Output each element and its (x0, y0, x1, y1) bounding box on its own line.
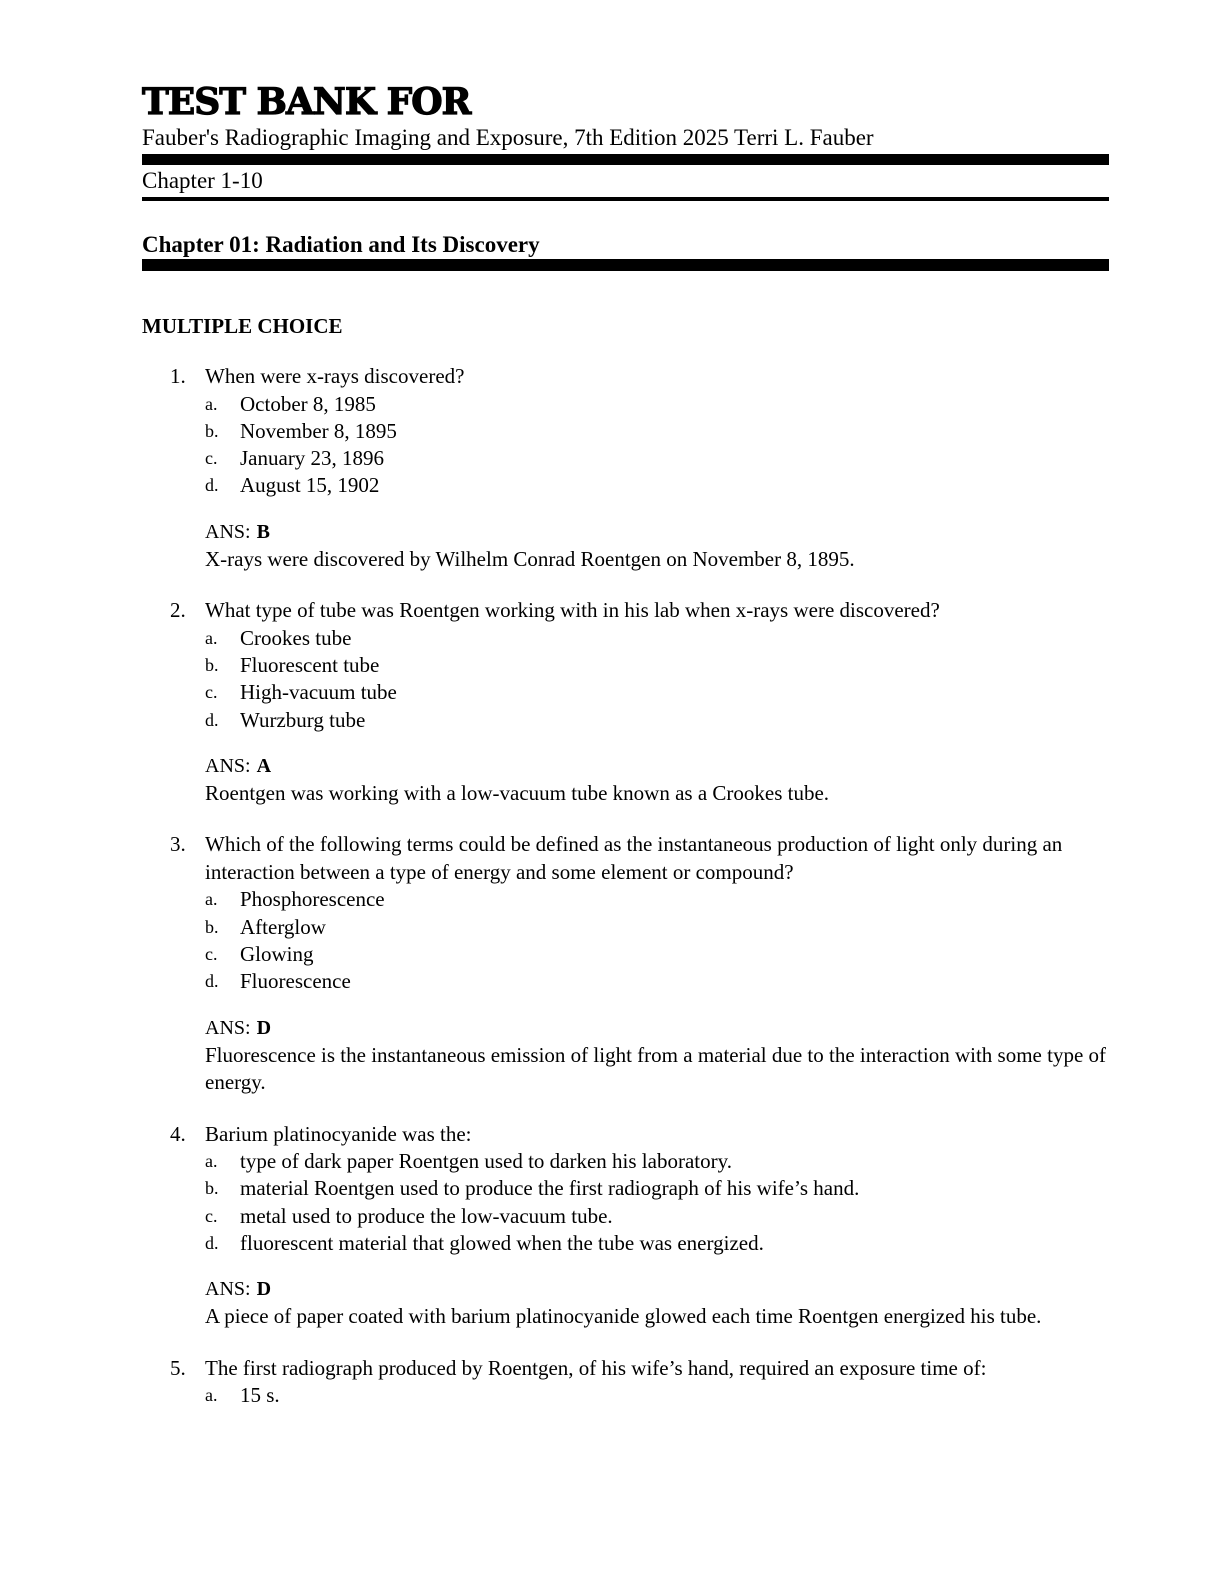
answer-line (205, 1015, 1109, 1042)
option-letter: a. (205, 1151, 218, 1172)
question-5 (142, 1355, 1109, 1410)
option-text: January 23, 1896 (240, 446, 385, 471)
chapter-heading-divider (142, 259, 1109, 271)
answer-rationale: X-rays were discovered by Wilhelm Conrad Roentgen on November 8, 1895. (205, 546, 855, 571)
answer-value: A (256, 754, 272, 777)
answer-options (205, 1382, 1109, 1409)
answer-rationale: Fluorescence is the instantaneous emission of light from a material due to the interaction with some type of energy. (205, 1042, 1107, 1095)
answer-label: ANS: (205, 1016, 251, 1039)
option-text: Phosphorescence (240, 887, 385, 912)
answer-value: D (256, 1278, 272, 1301)
option-b (205, 652, 1109, 679)
option-letter: c. (205, 1205, 218, 1226)
answer-label: ANS: (205, 754, 251, 777)
option-a (205, 1148, 1109, 1175)
option-d (205, 1230, 1109, 1257)
option-letter: b. (205, 916, 219, 937)
option-c (205, 445, 1109, 472)
option-letter: d. (205, 971, 219, 992)
option-d (205, 968, 1109, 995)
answer-block (205, 519, 1109, 574)
option-a (205, 886, 1109, 913)
answer-block (205, 753, 1109, 808)
option-letter: a. (205, 1385, 218, 1406)
question-number: 4. (170, 1121, 186, 1146)
option-text: November 8, 1895 (240, 418, 397, 443)
option-text: Crookes tube (240, 625, 352, 650)
question-stem: The first radiograph produced by Roentgen, of his wife’s hand, required an exposure time of: (205, 1355, 987, 1380)
option-d (205, 472, 1109, 499)
option-text: August 15, 1902 (240, 473, 380, 498)
option-a (205, 1382, 1109, 1409)
option-letter: c. (205, 448, 218, 469)
option-letter: b. (205, 654, 219, 675)
option-b (205, 914, 1109, 941)
option-letter: a. (205, 627, 218, 648)
question-number: 3. (170, 832, 186, 857)
option-letter: a. (205, 889, 218, 910)
option-text: Glowing (240, 941, 314, 966)
answer-line (205, 1276, 1109, 1303)
answer-line (205, 519, 1109, 546)
question-3 (142, 831, 1109, 1096)
question-1 (142, 363, 1109, 573)
question-number: 1. (170, 364, 186, 388)
answer-value: D (256, 1016, 272, 1039)
option-text: Fluorescent tube (240, 652, 380, 677)
option-text: 15 s. (240, 1383, 280, 1408)
option-text: metal used to produce the low-vacuum tube. (240, 1203, 613, 1228)
option-b (205, 1175, 1109, 1202)
title-divider (142, 154, 1109, 165)
question-4 (142, 1121, 1109, 1331)
answer-options (205, 391, 1109, 500)
option-c (205, 679, 1109, 706)
option-c (205, 941, 1109, 968)
option-letter: c. (205, 682, 218, 703)
option-text: Afterglow (240, 914, 326, 939)
question-stem: Which of the following terms could be defined as the instantaneous production of light only during an interaction between a type of energy and some element or compound? (205, 832, 1063, 884)
document-page (142, 82, 1109, 1434)
answer-rationale: Roentgen was working with a low-vacuum tube known as a Crookes tube. (205, 780, 830, 805)
document-title: TEST BANK FOR (142, 81, 471, 123)
option-letter: b. (205, 420, 219, 441)
answer-line (205, 753, 1109, 780)
answer-block (205, 1276, 1109, 1331)
question-list (142, 363, 1109, 1410)
option-letter: c. (205, 943, 218, 964)
question-2 (142, 597, 1109, 807)
option-text: Fluorescence (240, 969, 351, 994)
answer-label: ANS: (205, 520, 251, 543)
question-stem: What type of tube was Roentgen working with in his lab when x-rays were discovered? (205, 598, 940, 623)
chapter-range: Chapter 1-10 (142, 168, 263, 193)
answer-label: ANS: (205, 1278, 251, 1301)
option-letter: b. (205, 1178, 219, 1199)
answer-value: B (256, 520, 270, 543)
option-text: type of dark paper Roentgen used to darken his laboratory. (240, 1149, 732, 1174)
answer-block (205, 1015, 1109, 1097)
question-number: 2. (170, 598, 186, 623)
option-a (205, 625, 1109, 652)
option-text: material Roentgen used to produce the first radiograph of his wife’s hand. (240, 1176, 860, 1201)
chapter-heading: Chapter 01: Radiation and Its Discovery (142, 232, 540, 257)
answer-options (205, 1148, 1109, 1257)
answer-options (205, 625, 1109, 734)
option-text: Wurzburg tube (240, 707, 366, 732)
option-letter: a. (205, 393, 218, 414)
option-a (205, 391, 1109, 418)
option-text: High-vacuum tube (240, 680, 397, 705)
answer-options (205, 886, 1109, 995)
book-subtitle: Fauber's Radiographic Imaging and Exposure, 7th Edition 2025 Terri L. Fauber (142, 125, 874, 150)
option-letter: d. (205, 1232, 219, 1253)
question-stem: When were x-rays discovered? (205, 364, 465, 388)
option-c (205, 1203, 1109, 1230)
option-d (205, 707, 1109, 734)
option-text: October 8, 1985 (240, 391, 376, 416)
option-letter: d. (205, 475, 219, 496)
question-stem: Barium platinocyanide was the: (205, 1121, 472, 1146)
section-heading: MULTIPLE CHOICE (142, 314, 343, 338)
question-number: 5. (170, 1355, 186, 1380)
option-letter: d. (205, 709, 219, 730)
answer-rationale: A piece of paper coated with barium platinocyanide glowed each time Roentgen energized his tube. (205, 1304, 1042, 1329)
chapter-range-divider (142, 197, 1109, 201)
option-b (205, 418, 1109, 445)
option-text: fluorescent material that glowed when the tube was energized. (240, 1230, 764, 1255)
